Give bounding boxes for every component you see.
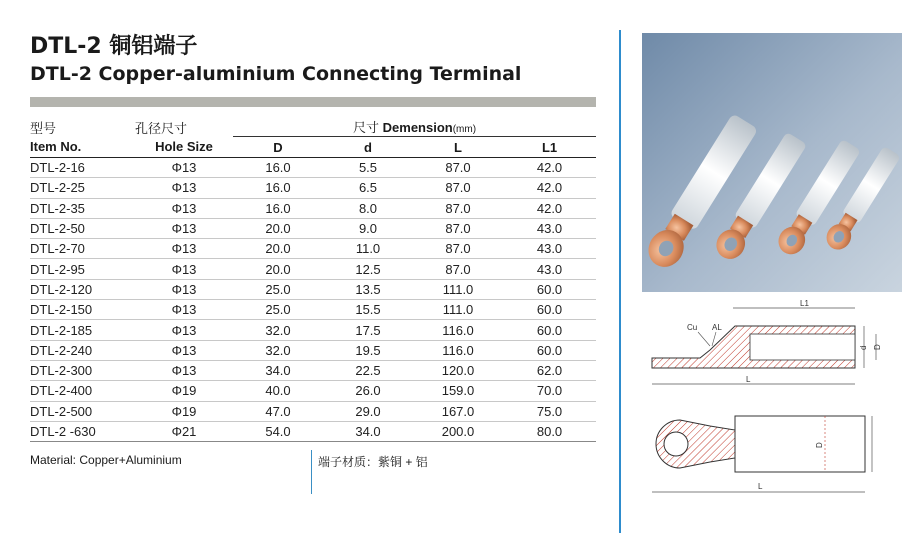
cell-D: 16.0	[233, 198, 323, 218]
cell-hole: Φ13	[135, 158, 233, 178]
cell-item: DTL-2-25	[30, 178, 135, 198]
header-dim-cn: 尺寸	[353, 120, 380, 135]
cell-hole: Φ13	[135, 218, 233, 238]
page-title-en: DTL-2 Copper-aluminium Connecting Terminal	[30, 63, 522, 85]
section-drawing	[640, 296, 912, 392]
spec-table-container	[30, 117, 596, 442]
cell-hole: Φ13	[135, 178, 233, 198]
header-col-L: L	[413, 137, 503, 158]
label-L-section: L	[746, 375, 751, 384]
cell-L: 116.0	[413, 340, 503, 360]
table-row	[30, 320, 596, 340]
cell-hole: Φ13	[135, 239, 233, 259]
cell-hole: Φ19	[135, 381, 233, 401]
table-body	[30, 158, 596, 442]
label-d: d	[859, 345, 868, 350]
cell-item: DTL-2-120	[30, 279, 135, 299]
bore-cavity	[750, 334, 855, 360]
cell-item: DTL-2-70	[30, 239, 135, 259]
cell-L1: 43.0	[503, 239, 596, 259]
cell-d: 34.0	[323, 421, 413, 441]
cell-item: DTL-2-500	[30, 401, 135, 421]
cell-d: 12.5	[323, 259, 413, 279]
cell-d: 5.5	[323, 158, 413, 178]
cell-item: DTL-2-240	[30, 340, 135, 360]
header-item-cn: 型号	[30, 120, 57, 136]
cell-L: 167.0	[413, 401, 503, 421]
cell-D: 32.0	[233, 320, 323, 340]
cell-L1: 62.0	[503, 360, 596, 380]
cell-L1: 60.0	[503, 320, 596, 340]
cell-item: DTL-2-16	[30, 158, 135, 178]
header-dim-unit: (mm)	[452, 124, 477, 135]
cell-L: 87.0	[413, 218, 503, 238]
cell-L: 87.0	[413, 198, 503, 218]
page-title-cn: DTL-2 铜铝端子	[30, 34, 198, 59]
cell-L1: 80.0	[503, 421, 596, 441]
cell-L1: 60.0	[503, 340, 596, 360]
cell-D: 20.0	[233, 259, 323, 279]
table-header-row-en	[30, 137, 596, 158]
cell-L1: 43.0	[503, 259, 596, 279]
terminal-barrel	[735, 416, 865, 472]
cell-L: 111.0	[413, 300, 503, 320]
cell-item: DTL-2-185	[30, 320, 135, 340]
header-hole-en: Hole Size	[135, 137, 233, 158]
cell-L: 120.0	[413, 360, 503, 380]
label-L-top: L	[758, 482, 763, 491]
material-cn: 端子材质：紫铜 + 铝	[318, 455, 428, 469]
table-row	[30, 239, 596, 259]
cell-D: 40.0	[233, 381, 323, 401]
cell-d: 8.0	[323, 198, 413, 218]
cell-hole: Φ13	[135, 320, 233, 340]
header-col-d: d	[323, 137, 413, 158]
header-col-D: D	[233, 137, 323, 158]
cell-hole: Φ13	[135, 198, 233, 218]
cell-L1: 60.0	[503, 300, 596, 320]
table-row	[30, 158, 596, 178]
cell-L: 87.0	[413, 178, 503, 198]
cell-L1: 75.0	[503, 401, 596, 421]
cell-d: 15.5	[323, 300, 413, 320]
cell-d: 17.5	[323, 320, 413, 340]
cell-item: DTL-2-95	[30, 259, 135, 279]
cell-d: 13.5	[323, 279, 413, 299]
column-divider-line	[619, 30, 621, 533]
label-L1: L1	[800, 299, 809, 308]
header-dim-en: Demension	[382, 120, 453, 135]
top-view-drawing	[640, 398, 912, 502]
cell-hole: Φ13	[135, 259, 233, 279]
cell-D: 32.0	[233, 340, 323, 360]
cell-D: 54.0	[233, 421, 323, 441]
material-en: Material: Copper+Aluminium	[30, 453, 182, 467]
cell-L1: 42.0	[503, 198, 596, 218]
cell-D: 47.0	[233, 401, 323, 421]
cell-item: DTL-2-35	[30, 198, 135, 218]
header-dimension	[233, 117, 596, 137]
product-photo	[642, 33, 902, 292]
table-row	[30, 259, 596, 279]
cell-L: 116.0	[413, 320, 503, 340]
table-row	[30, 279, 596, 299]
cell-d: 19.5	[323, 340, 413, 360]
cell-L: 87.0	[413, 259, 503, 279]
cell-D: 20.0	[233, 218, 323, 238]
cell-d: 29.0	[323, 401, 413, 421]
cell-hole: Φ13	[135, 360, 233, 380]
cell-d: 22.5	[323, 360, 413, 380]
table-row	[30, 218, 596, 238]
table-header-row-cn	[30, 117, 596, 137]
table-row	[30, 360, 596, 380]
cell-d: 9.0	[323, 218, 413, 238]
cell-item: DTL-2 -630	[30, 421, 135, 441]
cell-D: 20.0	[233, 239, 323, 259]
cell-L1: 70.0	[503, 381, 596, 401]
cell-L1: 42.0	[503, 158, 596, 178]
terminal-hole	[664, 432, 688, 456]
cell-item: DTL-2-50	[30, 218, 135, 238]
cell-hole: Φ13	[135, 300, 233, 320]
table-row	[30, 421, 596, 441]
header-hole-cn: 孔径尺寸	[135, 120, 188, 136]
cell-L1: 42.0	[503, 178, 596, 198]
spec-table	[30, 117, 596, 442]
table-row	[30, 381, 596, 401]
cell-hole: Φ13	[135, 340, 233, 360]
cell-L: 159.0	[413, 381, 503, 401]
cell-item: DTL-2-300	[30, 360, 135, 380]
table-row	[30, 300, 596, 320]
footer-divider	[311, 450, 312, 494]
cell-D: 34.0	[233, 360, 323, 380]
label-D: D	[873, 344, 882, 350]
header-col-L1: L1	[503, 137, 596, 158]
cell-L: 87.0	[413, 239, 503, 259]
label-cu: Cu	[687, 323, 698, 332]
label-D-top: D	[815, 442, 824, 448]
cell-item: DTL-2-400	[30, 381, 135, 401]
cell-D: 16.0	[233, 158, 323, 178]
table-row	[30, 178, 596, 198]
cell-item: DTL-2-150	[30, 300, 135, 320]
cell-L1: 43.0	[503, 218, 596, 238]
cell-hole: Φ19	[135, 401, 233, 421]
label-al: AL	[712, 323, 722, 332]
cell-L1: 60.0	[503, 279, 596, 299]
table-row	[30, 401, 596, 421]
table-row	[30, 340, 596, 360]
cell-d: 6.5	[323, 178, 413, 198]
table-row	[30, 198, 596, 218]
cell-D: 16.0	[233, 178, 323, 198]
cell-L: 87.0	[413, 158, 503, 178]
cell-d: 11.0	[323, 239, 413, 259]
header-item-en: Item No.	[30, 137, 135, 158]
cell-hole: Φ21	[135, 421, 233, 441]
cell-d: 26.0	[323, 381, 413, 401]
cell-L: 200.0	[413, 421, 503, 441]
title-divider-bar	[30, 97, 596, 107]
cell-hole: Φ13	[135, 279, 233, 299]
cell-L: 111.0	[413, 279, 503, 299]
cell-D: 25.0	[233, 300, 323, 320]
cell-D: 25.0	[233, 279, 323, 299]
